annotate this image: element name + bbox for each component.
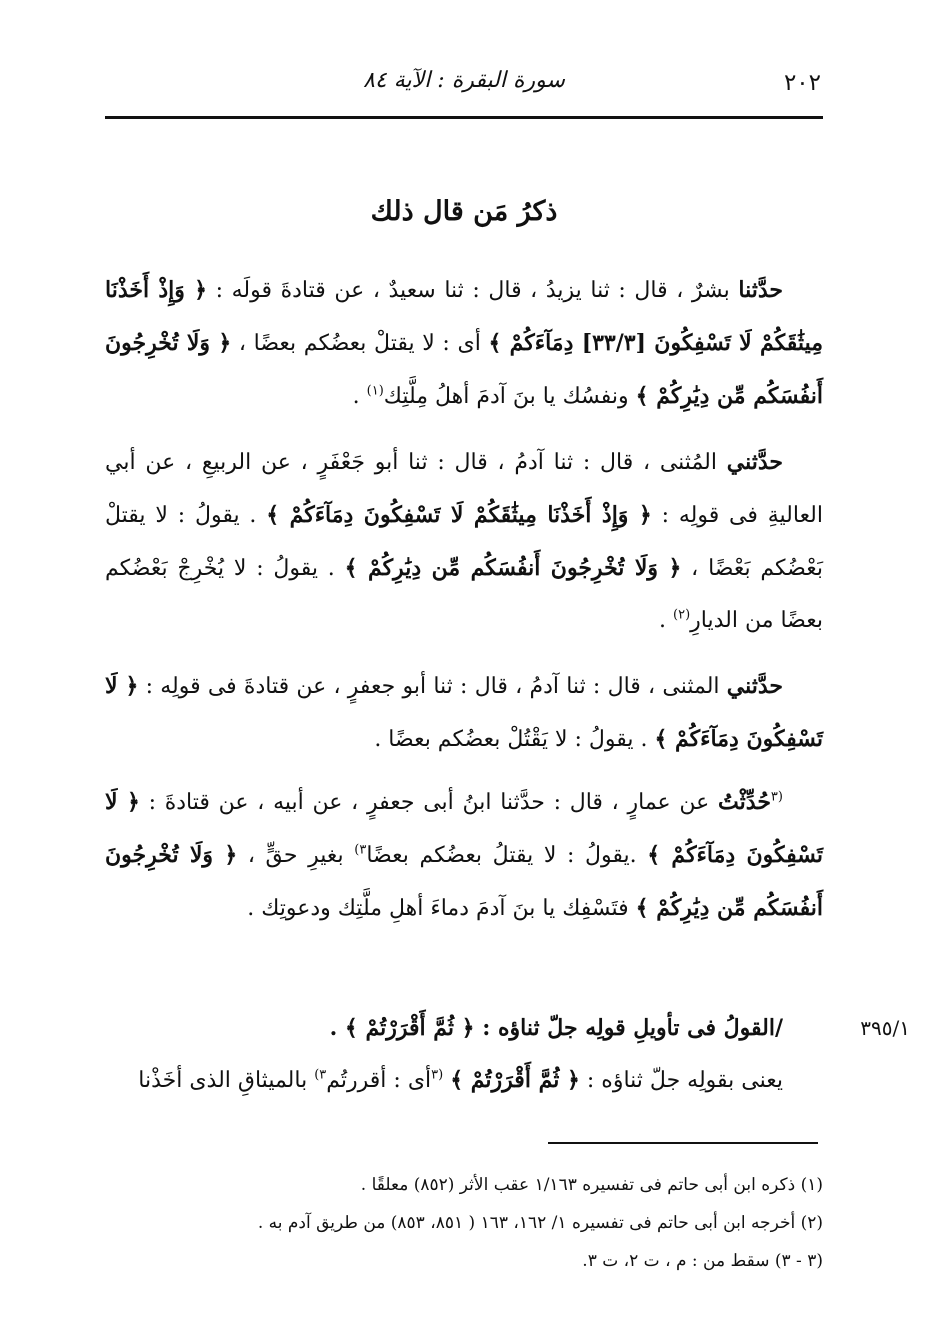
quran-quote: ﴿ ثُمَّ أَقْرَرْتُمْ ﴾ bbox=[344, 1015, 475, 1041]
narration-lead: حُدِّثْتُ bbox=[718, 789, 771, 815]
paragraph-1 bbox=[105, 264, 823, 423]
running-header bbox=[105, 58, 823, 118]
quran-quote: ﴿ ثُمَّ أَقْرَرْتُمْ ﴾ bbox=[450, 1067, 580, 1093]
narration-lead: حدَّثنا bbox=[738, 277, 784, 303]
paragraph-text: عن عمارٍ ، قال : حدَّثنا ابنُ أبى جعفرٍ ، عن أبيه ، عن قتادةَ : bbox=[139, 790, 719, 815]
marginal-page-reference: ٣٩٥/١ bbox=[860, 1016, 910, 1040]
paragraph-text: . يقولُ : لا يقتلْ بَعْضُكم بَعْضًا ، bbox=[105, 503, 823, 581]
paragraph-text: بالميثاقِ الذى أخَذْنا bbox=[138, 1068, 315, 1093]
header-title: سورة البقرة : الآية ٨٤ bbox=[363, 68, 565, 93]
paragraph-text: . bbox=[352, 384, 367, 409]
page-number: ٢٠٢ bbox=[783, 70, 821, 96]
paragraph-3 bbox=[105, 660, 823, 766]
footnote-separator bbox=[548, 1142, 818, 1144]
narration-lead: حدَّثني bbox=[726, 449, 783, 475]
footnotes bbox=[105, 1166, 823, 1280]
paragraph-text: أى : لا يقتلْ بعضُكم بعضًا ، bbox=[231, 331, 489, 356]
paragraph-6 bbox=[105, 1054, 823, 1107]
quran-quote: ﴿ وَإِذْ أَخَذْنَا مِيثَٰقَكُمْ لَا تَسْفِكُونَ دِمَآءَكُمْ ﴾ bbox=[266, 502, 652, 528]
heading-text: /القولُ فى تأويلِ قولِه جلّ ثناؤه : bbox=[474, 1015, 783, 1041]
paragraph-2 bbox=[105, 436, 823, 647]
footnote-ref[interactable]: ٣) bbox=[354, 842, 367, 858]
paragraph-4 bbox=[105, 776, 823, 935]
footnote-ref[interactable]: (١) bbox=[366, 383, 384, 399]
paragraph-text: . يقولُ : لا يَقْتُلْ بعضُكم بعضًا . bbox=[374, 727, 655, 752]
paragraph-text: المثنى ، قال : ثنا آدمُ ، قال : ثنا أبو جعفرٍ ، عن قتادةَ فى قولِه : bbox=[138, 674, 727, 699]
footnote-ref[interactable]: ٣) bbox=[314, 1067, 327, 1083]
paragraph-text: . يقولُ : لا يُخْرِجْ بَعْضُكم بعضًا من الديارِ bbox=[105, 556, 823, 633]
quran-quote: ﴿ لَا تَسْفِكُونَ دِمَآءَكُمْ ﴾ bbox=[105, 789, 823, 868]
paragraph-text: . bbox=[659, 608, 673, 633]
paragraph-text: المُثنى ، قال : ثنا آدمُ ، قال : ثنا أبو جَعْفَرٍ ، عن الربيعِ ، عن أبي العاليةِ فى قولِه : bbox=[105, 450, 823, 528]
narration-lead: حدَّثني bbox=[726, 673, 783, 699]
paragraph-text: أى : أقررتُم bbox=[326, 1068, 432, 1093]
paragraph-text: ونفسُك يا بنَ آدمَ أهلُ مِلَّتِك bbox=[383, 384, 636, 409]
heading-text: . bbox=[329, 1015, 345, 1041]
quran-quote: ﴿ وَلَا تُخْرِجُونَ أَنفُسَكُم مِّن دِيَٰرِكُمْ ﴾ bbox=[105, 842, 823, 921]
footnote-ref[interactable]: (٢) bbox=[673, 607, 691, 623]
paragraph-text: فتَسْفِك يا بنَ آدمَ دماءَ أهلِ ملَّتِك ودعوتِك . bbox=[247, 896, 636, 921]
paragraph-text: يعنى بقولِه جلّ ثناؤه : bbox=[579, 1068, 783, 1093]
quran-quote: ﴿ وَإِذْ أَخَذْنَا مِيثَٰقَكُمْ لَا تَسْفِكُونَ [٣٣/٣] دِمَآءَكُمْ ﴾ bbox=[105, 277, 823, 356]
footnote-ref[interactable]: (٣ bbox=[431, 1067, 444, 1083]
paragraph-text: بشرٌ ، قال : ثنا يزيدُ ، قال : ثنا سعيدٌ ، عن قتادةَ قولَه : bbox=[207, 278, 739, 303]
quran-quote: ﴿ لَا تَسْفِكُونَ دِمَآءَكُمْ ﴾ bbox=[105, 673, 823, 752]
footnote-item: (٣ - ٣) سقط من : م ، ت ٢، ت ٣. bbox=[582, 1251, 823, 1271]
footnote-item: (١) ذكره ابن أبى حاتم فى تفسيره ١/١٦٣ عقب الأثر (٨٥٢) معلقًا . bbox=[360, 1175, 823, 1195]
paragraph-text: بغيرِ حقٍّ ، bbox=[237, 843, 355, 868]
footnote-ref[interactable]: (٣ bbox=[770, 789, 783, 805]
paragraph-text: .يقولُ : لا يقتلُ بعضُكم بعضًا bbox=[366, 843, 648, 868]
interpretation-heading bbox=[105, 1002, 823, 1054]
quran-quote: ﴿ وَلَا تُخْرِجُونَ أَنفُسَكُم مِّن دِيَٰرِكُمْ ﴾ bbox=[344, 555, 682, 581]
footnote-item: (٢) أخرجه ابن أبى حاتم فى تفسيره ١/ ١٦٢، ١٦٣ ( ٨٥١، ٨٥٣) من طريق آدم به . bbox=[257, 1213, 823, 1233]
header-rule bbox=[105, 116, 823, 119]
quran-quote: ﴿ وَلَا تُخْرِجُونَ أَنفُسَكُم مِّن دِيَٰرِكُمْ ﴾ bbox=[105, 330, 823, 409]
section-title: ذكرُ مَن قال ذلك bbox=[370, 196, 558, 227]
